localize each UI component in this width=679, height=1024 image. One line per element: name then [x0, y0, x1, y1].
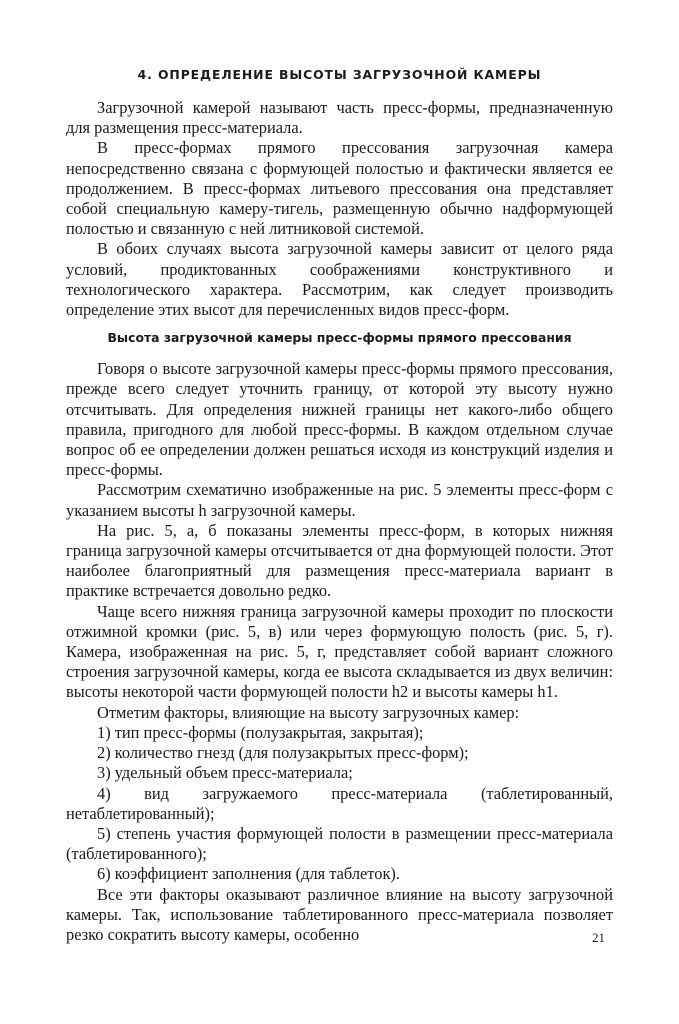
list-item: 4) вид загружаемого пресс-материала (таблетированный, нетаблетированный); — [66, 783, 613, 823]
list-item: 2) количество гнезд (для полузакрытых пресс-форм); — [97, 743, 469, 763]
section-title: 4. ОПРЕДЕЛЕНИЕ ВЫСОТЫ ЗАГРУЗОЧНОЙ КАМЕРЫ — [137, 67, 542, 82]
page-content — [66, 66, 613, 945]
paragraph: Загрузочной камерой называют часть пресс-формы, предназначенную для размещения пресс-материала. — [66, 98, 613, 138]
list-item: 3) удельный объем пресс-материала; — [97, 763, 353, 783]
list-item: 5) степень участия формующей полости в размещении пресс-материала (таблетированного); — [66, 823, 613, 864]
page-number: 21 — [592, 930, 605, 945]
paragraph: Рассмотрим схематично изображенные на рис. 5 элементы пресс-форм с указанием высоты h загрузочной камеры. — [66, 480, 613, 520]
list-item: 6) коэффициент заполнения (для таблеток). — [97, 864, 400, 884]
paragraph: В обоих случаях высота загрузочной камеры зависит от целого ряда условий, продиктованных соображениями конструктивного и технологического характера. Рассмотрим, как следует производить определение этих высот для перечисленных видов пресс-форм. — [66, 239, 613, 320]
paragraph: Говоря о высоте загрузочной камеры пресс-формы прямого прессования, прежде всего следует уточнить границу, от которой эту высоту нужно отсчитывать. Для определения нижней границы нет какого-либо общего правила, пригодного для любой пресс-формы. В каждом отдельном случае вопрос об ее определении должен решаться исходя из конструкций изделия и пресс-формы. — [66, 359, 613, 480]
paragraph: Все эти факторы оказывают различное влияние на высоту загрузочной камеры. Так, использование таблетированного пресс-материала позволяет резко сократить высоту камеры, особенно — [66, 884, 613, 944]
factor-list — [66, 723, 613, 885]
paragraph: На рис. 5, а, б показаны элементы пресс-форм, в которых нижняя граница загрузочной камеры отсчитывается от дна формующей полости. Этот наиболее благоприятный для размещения пресс-материала вариант в практике встречается довольно редко. — [66, 520, 613, 601]
paragraph: Отметим факторы, влияющие на высоту загрузочных камер: — [97, 702, 520, 722]
subsection-heading: Высота загрузочной камеры пресс-формы прямого прессования — [107, 330, 572, 346]
list-item: 1) тип пресс-формы (полузакрытая, закрытая); — [97, 722, 424, 742]
paragraph: В пресс-формах прямого прессования загрузочная камера непосредственно связана с формующей полостью и фактически является ее продолжением. В пресс-формах литьевого прессования она представляет собой специальную камеру-тигель, размещенную обычно надформующей полостью и связанную с ней литниковой системой. — [66, 138, 613, 239]
paragraph: Чаще всего нижняя граница загрузочной камеры проходит по плоскости отжимной кромки (рис. 5, в) или через формующую полость (рис. 5, г). Камера, изображенная на рис. 5, г, представляет собой вариант сложного строения загрузочной камеры, когда ее высота складывается из двух величин: высоты некоторой части формующей полости h2 и высоты камеры h1. — [66, 601, 613, 702]
